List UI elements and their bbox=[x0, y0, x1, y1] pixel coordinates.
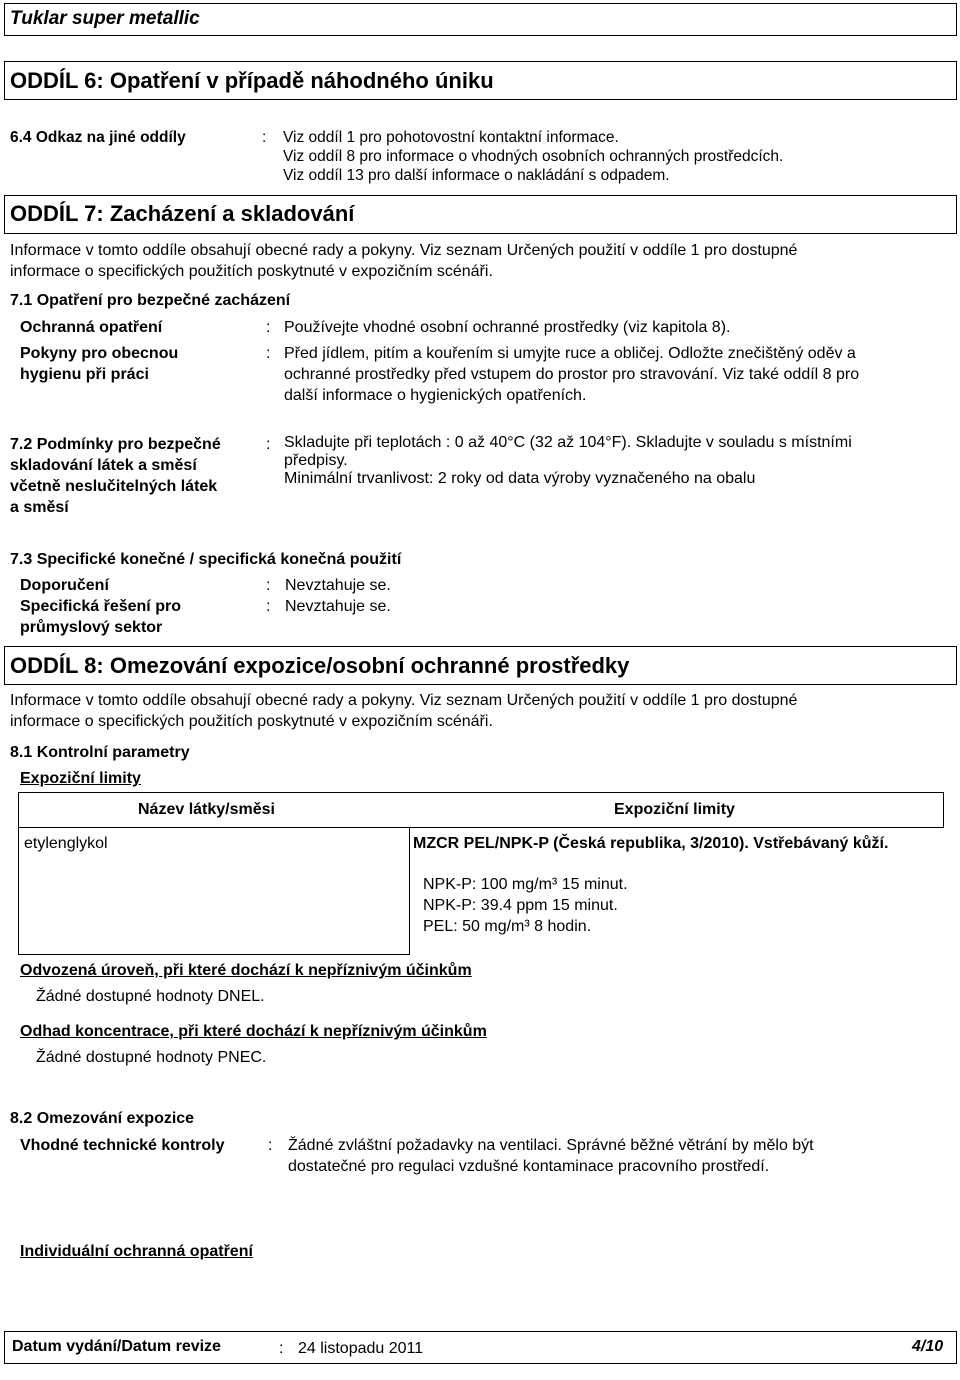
subsection-7-1: 7.1 Opatření pro bezpečné zacházení bbox=[10, 292, 291, 309]
protective-measures-label: Ochranná opatření bbox=[20, 319, 163, 336]
hygiene-colon: : bbox=[266, 345, 271, 362]
section6-title: ODDÍL 6: Opatření v případě náhodného úniku bbox=[10, 68, 494, 93]
hygiene-label-line-1: Pokyny pro obecnou bbox=[20, 345, 179, 362]
ref-line-3: Viz oddíl 13 pro další informace o nakládání s odpadem. bbox=[283, 167, 670, 184]
protective-measures-colon: : bbox=[266, 319, 271, 336]
engineering-line-2: dostatečné pro regulaci vzdušné kontaminace pracovního prostředí. bbox=[288, 1158, 770, 1175]
table-substance: etylenglykol bbox=[24, 835, 108, 852]
ppe-heading: Individuální ochranná opatření bbox=[20, 1243, 253, 1260]
subsection-7-2-line-3: včetně neslučitelných látek bbox=[10, 478, 218, 495]
engineering-controls-value bbox=[288, 1135, 814, 1177]
protective-measures-value: Používejte vhodné osobní ochranné prostředky (viz kapitola 8). bbox=[284, 319, 731, 336]
hygiene-label bbox=[20, 343, 178, 385]
hygiene-label-line-2: hygienu při práci bbox=[20, 366, 149, 383]
recommendation-value: Nevztahuje se. bbox=[285, 577, 391, 594]
ref-lines bbox=[283, 128, 783, 185]
storage-line-1: Skladujte při teplotách : 0 až 40°C (32 až 104°F). Skladujte v souladu s místními bbox=[284, 434, 852, 451]
section7-title: ODDÍL 7: Zacházení a skladování bbox=[10, 201, 355, 226]
subsection-7-2 bbox=[10, 434, 221, 518]
engineering-controls-colon: : bbox=[268, 1137, 273, 1154]
footer-colon: : bbox=[279, 1340, 284, 1357]
footer-date: 24 listopadu 2011 bbox=[298, 1340, 424, 1357]
section8-intro-line-2: informace o specifických použitích poskytnuté v expozičním scénáři. bbox=[10, 713, 493, 730]
subsection-8-1: 8.1 Kontrolní parametry bbox=[10, 744, 190, 761]
ref-line-1: Viz oddíl 1 pro pohotovostní kontaktní informace. bbox=[283, 129, 619, 146]
engineering-line-1: Žádné zvláštní požadavky na ventilaci. Správné běžné větrání by mělo být bbox=[288, 1137, 814, 1154]
subsection-7-2-line-1: 7.2 Podmínky pro bezpečné bbox=[10, 436, 221, 453]
industry-label-line-1: Specifická řešení pro bbox=[20, 598, 181, 615]
subsection-8-2: 8.2 Omezování expozice bbox=[10, 1110, 195, 1127]
table-limit-values bbox=[423, 874, 628, 937]
subsection-7-2-line-2: skladování látek a směsí bbox=[10, 457, 197, 474]
section7-intro bbox=[10, 240, 797, 282]
footer-label: Datum vydání/Datum revize bbox=[12, 1338, 221, 1355]
dnel-heading: Odvozená úroveň, při které dochází k nepříznivým účinkům bbox=[20, 962, 472, 979]
document-title: Tuklar super metallic bbox=[10, 8, 200, 29]
pnec-text: Žádné dostupné hodnoty PNEC. bbox=[36, 1049, 267, 1066]
recommendation-label: Doporučení bbox=[20, 577, 109, 594]
table-limit-head: MZCR PEL/NPK-P (Česká republika, 3/2010). Vstřebávaný kůží. bbox=[413, 835, 889, 852]
storage-value bbox=[284, 434, 852, 488]
hygiene-value bbox=[284, 343, 859, 406]
section8-intro bbox=[10, 690, 797, 732]
section8-intro-line-1: Informace v tomto oddíle obsahují obecné rady a pokyny. Viz seznam Určených použití v oddíle 1 pro dostupné bbox=[10, 692, 798, 709]
storage-line-3: Minimální trvanlivost: 2 roky od data výroby vyznačeného na obalu bbox=[284, 470, 756, 487]
table-limit-line-2: NPK-P: 39.4 ppm 15 minut. bbox=[423, 897, 618, 914]
industry-value: Nevztahuje se. bbox=[285, 598, 391, 615]
pnec-heading: Odhad koncentrace, při které dochází k nepříznivým účinkům bbox=[20, 1023, 487, 1040]
storage-line-2: předpisy. bbox=[284, 452, 348, 469]
hygiene-value-line-1: Před jídlem, pitím a kouřením si umyjte ruce a obličej. Odložte znečištěný oděv a bbox=[284, 345, 856, 362]
table-limit-line-3: PEL: 50 mg/m³ 8 hodin. bbox=[423, 918, 592, 935]
section7-intro-line-1: Informace v tomto oddíle obsahují obecné rady a pokyny. Viz seznam Určených použití v oddíle 1 pro dostupné bbox=[10, 242, 798, 259]
table-col-substance: Název látky/směsi bbox=[138, 801, 275, 818]
table-col-limits: Expoziční limity bbox=[614, 801, 735, 818]
section8-title: ODDÍL 8: Omezování expozice/osobní ochranné prostředky bbox=[10, 653, 630, 678]
footer-page: 4/10 bbox=[912, 1338, 944, 1355]
ref-line-2: Viz oddíl 8 pro informace o vhodných osobních ochranných prostředcích. bbox=[283, 148, 784, 165]
dnel-text: Žádné dostupné hodnoty DNEL. bbox=[36, 988, 265, 1005]
ref-label: 6.4 Odkaz na jiné oddíly bbox=[10, 129, 186, 146]
table-limit-line-1: NPK-P: 100 mg/m³ 15 minut. bbox=[423, 876, 628, 893]
subsection-7-3: 7.3 Specifické konečné / specifická konečná použití bbox=[10, 551, 402, 568]
hygiene-value-line-3: další informace o hygienických opatřeních. bbox=[284, 387, 587, 404]
engineering-controls-label: Vhodné technické kontroly bbox=[20, 1137, 225, 1154]
hygiene-value-line-2: ochranné prostředky před vstupem do prostor pro stravování. Viz také oddíl 8 pro bbox=[284, 366, 860, 383]
ref-colon: : bbox=[262, 129, 267, 146]
section7-intro-line-2: informace o specifických použitích poskytnuté v expozičním scénáři. bbox=[10, 263, 493, 280]
industry-colon: : bbox=[266, 598, 271, 615]
industry-label bbox=[20, 596, 181, 638]
subsection-7-2-line-4: a směsí bbox=[10, 499, 69, 516]
industry-label-line-2: průmyslový sektor bbox=[20, 619, 163, 636]
storage-colon: : bbox=[266, 436, 271, 453]
recommendation-colon: : bbox=[266, 577, 271, 594]
exposure-limits-heading: Expoziční limity bbox=[20, 770, 141, 787]
